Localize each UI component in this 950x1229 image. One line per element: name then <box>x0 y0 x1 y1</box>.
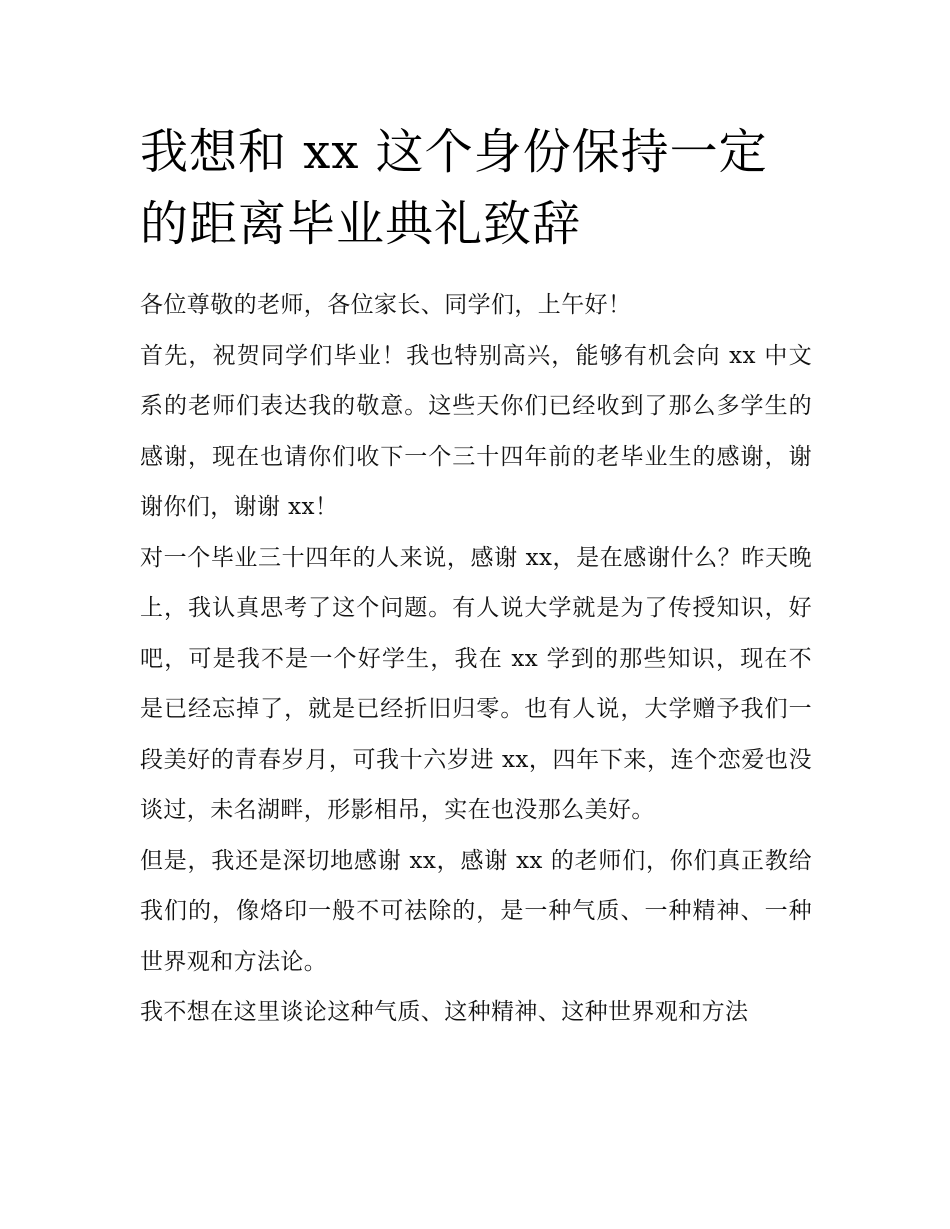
paragraph-congratulations: 首先，祝贺同学们毕业！我也特别高兴，能够有机会向 xx 中文系的老师们表达我的敬意。这些天你们已经收到了那么多学生的感谢，现在也请你们收下一个三十四年前的老毕业生的感谢，谢谢你们，谢谢 xx！ <box>140 342 812 520</box>
document-body <box>140 280 812 1038</box>
paragraph-continuation: 我不想在这里谈论这种气质、这种精神、这种世界观和方法 <box>140 999 749 1025</box>
document-content <box>140 116 812 1038</box>
paragraph-greeting: 各位尊敬的老师，各位家长、同学们，上午好！ <box>140 292 632 318</box>
paragraph-gratitude: 但是，我还是深切地感谢 xx，感谢 xx 的老师们，你们真正教给我们的，像烙印一般不可祛除的，是一种气质、一种精神、一种世界观和方法论。 <box>140 847 812 975</box>
paragraph-reflection: 对一个毕业三十四年的人来说，感谢 xx，是在感谢什么？昨天晚上，我认真思考了这个问题。有人说大学就是为了传授知识，好吧，可是我不是一个好学生，我在 xx 学到的那些知识，现在不是已经忘掉了，就是已经折旧归零。也有人说，大学赠予我们一段美好的青春岁月，可我十六岁进 xx，四年下来，连个恋爱也没谈过，未名湖畔，形影相吊，实在也没那么美好。 <box>140 544 812 823</box>
document-title: 我想和 xx 这个身份保持一定的距离毕业典礼致辞 <box>140 124 768 252</box>
